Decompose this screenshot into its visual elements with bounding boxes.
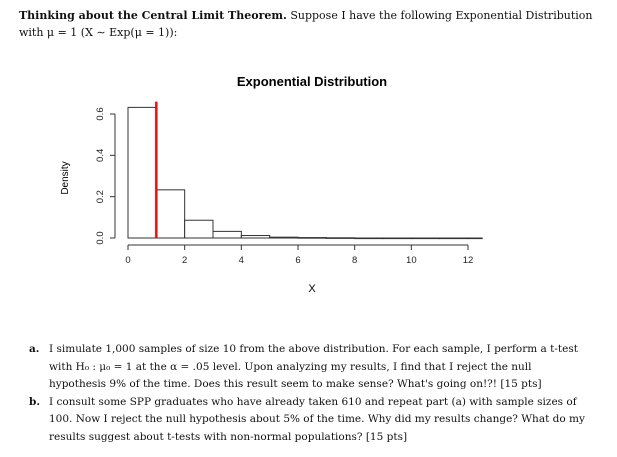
x-axis-label: X xyxy=(308,283,316,295)
question-text: I consult some SPP graduates who have already taken 610 and repeat part (a) with sample sizes of 100. Now I reject the null hypothesis about 5% of the time. Why did my results change? What do my results suggest about t-tests with non-normal populations? [15 pts] xyxy=(49,395,585,443)
histogram-bar xyxy=(411,238,439,239)
question-label: b. xyxy=(29,395,40,408)
intro-paragraph xyxy=(19,7,604,41)
exponential-histogram xyxy=(0,60,617,300)
histogram-bar xyxy=(241,236,269,238)
x-tick-label: 10 xyxy=(406,255,417,266)
x-tick-label: 12 xyxy=(462,255,474,266)
x-axis xyxy=(125,245,473,266)
histogram-bar xyxy=(128,107,156,238)
histogram-bar xyxy=(440,238,468,239)
question-a xyxy=(29,341,589,394)
histogram-bar xyxy=(468,238,482,239)
histogram-bar xyxy=(270,237,298,238)
question-list xyxy=(29,341,589,446)
y-axis xyxy=(95,107,115,244)
intro-text: Suppose I have the following Exponential Distribution xyxy=(290,9,593,22)
histogram-bar xyxy=(156,190,184,238)
y-tick-label: 0.4 xyxy=(95,148,106,162)
histogram-bar xyxy=(383,238,411,239)
histogram-bar xyxy=(298,238,326,239)
x-tick-label: 6 xyxy=(295,255,301,266)
x-tick-label: 8 xyxy=(352,255,358,266)
x-tick-label: 0 xyxy=(125,255,131,266)
y-tick-label: 0.0 xyxy=(95,231,106,245)
question-text: I simulate 1,000 samples of size 10 from the above distribution. For each sample, I perform a t-test with H₀ : μ₀ = 1 at the α = .05 level. Upon analyzing my results, I find that I reject the null hypothesis 9% of the time. Does this result seem to make sense? What's going on!?! [15 pts] xyxy=(49,343,578,390)
histogram-bar xyxy=(213,231,241,238)
x-tick-label: 4 xyxy=(238,255,244,266)
intro-line2: with μ = 1 (X ∼ Exp(μ = 1)): xyxy=(19,26,178,39)
intro-heading: Thinking about the Central Limit Theorem. xyxy=(19,9,287,22)
x-tick-label: 2 xyxy=(182,255,188,266)
question-label: a. xyxy=(29,343,40,355)
histogram-bar xyxy=(185,220,213,238)
histogram-bars xyxy=(128,107,482,238)
histogram-bar xyxy=(355,238,383,239)
y-axis-label: Density xyxy=(60,161,71,195)
y-tick-label: 0.6 xyxy=(95,107,106,121)
y-tick-label: 0.2 xyxy=(95,190,106,204)
chart-title: Exponential Distribution xyxy=(236,74,388,89)
question-b xyxy=(29,394,589,447)
histogram-bar xyxy=(326,238,354,239)
